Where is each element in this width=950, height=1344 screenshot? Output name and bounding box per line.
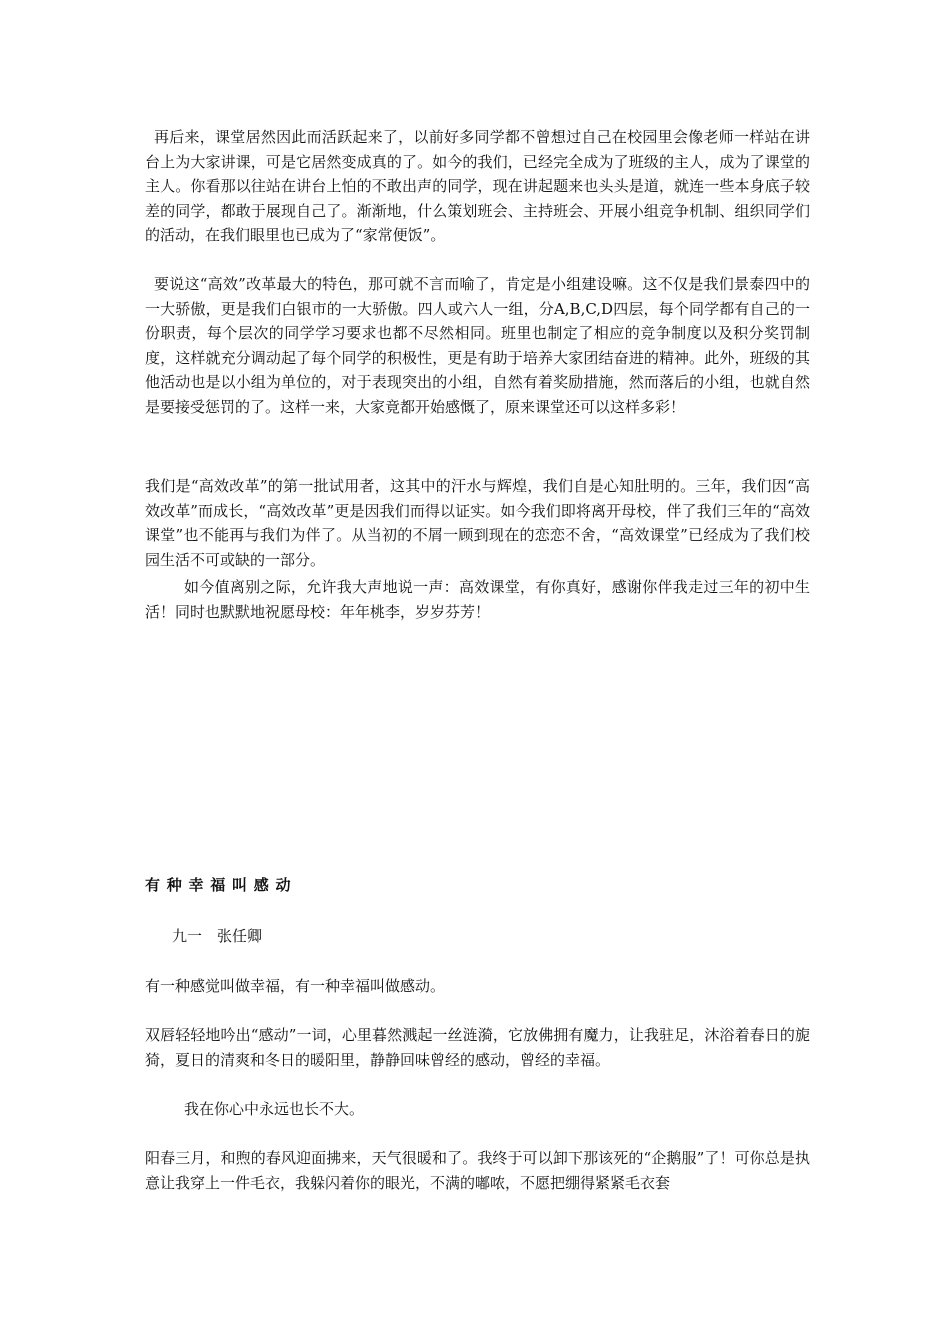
article-author: 九一 张任卿 bbox=[172, 927, 263, 945]
paragraph-happiness: 有一种感觉叫做幸福，有一种幸福叫做感动。 bbox=[145, 977, 446, 995]
paragraph-farewell: 如今值离别之际，允许我大声地说一声：高效课堂，有你真好，感谢你伴我走过三年的初中生活！同时也默默地祝愿母校：年年桃李，岁岁芬芳！ bbox=[145, 578, 810, 621]
paragraph-touching-word: 双唇轻轻地吟出“感动”一词，心里暮然溅起一丝涟漪，它放佛拥有魔力，让我驻足，沐浴着春日的旎猗，夏日的清爽和冬日的暖阳里，静静回味曾经的感动，曾经的幸福。 bbox=[145, 1026, 810, 1069]
paragraph-classroom-active: 再后来，课堂居然因此而活跃起来了，以前好多同学都不曾想过自己在校园里会像老师一样站在讲台上为大家讲课，可是它居然变成真的了。如今的我们，已经完全成为了班级的主人，成为了课堂的主人。你看那以往站在讲台上怕的不敢出声的同学，现在讲起题来也头头是道，就连一些本身底子较差的同学，都敢于展现自己了。渐渐地，什么策划班会、主持班会、开展小组竞争机制、组织同学们的活动，在我们眼里也已成为了“家常便饭”。 bbox=[145, 128, 810, 244]
paragraph-group-building: 要说这“高效”改革最大的特色，那可就不言而喻了，肯定是小组建设嘛。这不仅是我们景泰四中的一大骄傲，更是我们白银市的一大骄傲。四人或六人一组，分A,B,C,D四层，每个同学都有自己的一份职责，每个层次的同学学习要求也都不尽然相同。班里也制定了相应的竞争制度以及积分奖罚制度，这样就充分调动起了每个同学的积极性，更是有助于培养大家团结奋进的精神。此外，班级的其他活动也是以小组为单位的，对于表现突出的小组，自然有着奖励措施，然而落后的小组，也就自然是要接受惩罚的了。这样一来，大家竟都开始感慨了，原来课堂还可以这样多彩！ bbox=[145, 275, 810, 416]
paragraph-spring-sweater: 阳春三月，和煦的春风迎面拂来，天气很暖和了。我终于可以卸下那该死的“企鹅服”了！可你总是执意让我穿上一件毛衣，我躲闪着你的眼光，不满的嘟哝，不愿把绷得紧紧毛衣套 bbox=[145, 1149, 810, 1192]
article-title: 有种幸福叫感动 bbox=[145, 876, 298, 894]
paragraph-first-users: 我们是“高效改革”的第一批试用者，这其中的汗水与辉煌，我们自是心知肚明的。三年，我们因“高效改革”而成长，“高效改革”更是因我们而得以证实。如今我们即将离开母校，伴了我们三年的“高效课堂”也不能再与我们为伴了。从当初的不屑一顾到现在的恋恋不舍，“高效课堂”已经成为了我们校园生活不可或缺的一部分。 bbox=[145, 477, 810, 569]
paragraph-never-grow-up: 我在你心中永远也长不大。 bbox=[184, 1100, 365, 1118]
